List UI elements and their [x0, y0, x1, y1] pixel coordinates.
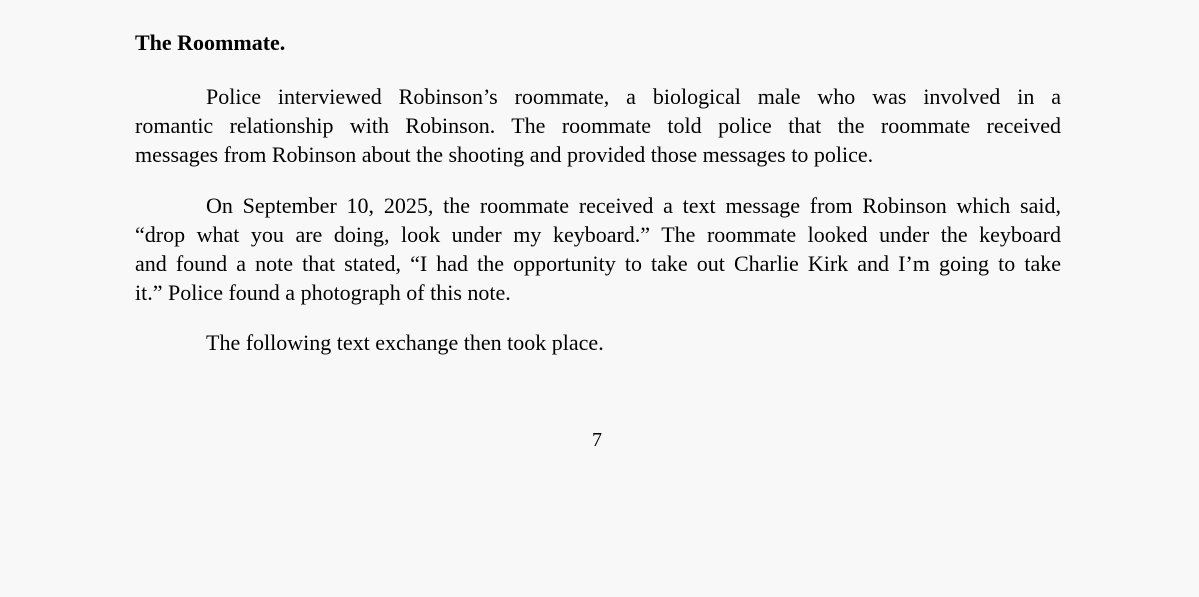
paragraph-text-message [135, 191, 1061, 307]
paragraph-line: On September 10, 2025, the roommate received a text message from Robinson which said, [206, 193, 1061, 218]
section-heading: The Roommate. [135, 30, 286, 55]
paragraph-roommate-interview [135, 82, 1061, 169]
paragraph-line: messages from Robinson about the shooting and provided those messages to police. [135, 142, 874, 167]
page-number: 7 [592, 429, 602, 451]
paragraph-line: Police interviewed Robinson’s roommate, a biological male who was involved in a [206, 84, 1061, 109]
paragraph-line: romantic relationship with Robinson. The roommate told police that the roommate received [135, 113, 1061, 138]
paragraph-line: it.” Police found a photograph of this note. [135, 280, 511, 305]
paragraph-line: “drop what you are doing, look under my keyboard.” The roommate looked under the keyboard [135, 222, 1061, 247]
paragraph-line: The following text exchange then took place. [206, 330, 604, 355]
paragraph-line: and found a note that stated, “I had the opportunity to take out Charlie Kirk and I’m going to take [135, 251, 1061, 276]
paragraph-text-exchange [135, 328, 1061, 357]
